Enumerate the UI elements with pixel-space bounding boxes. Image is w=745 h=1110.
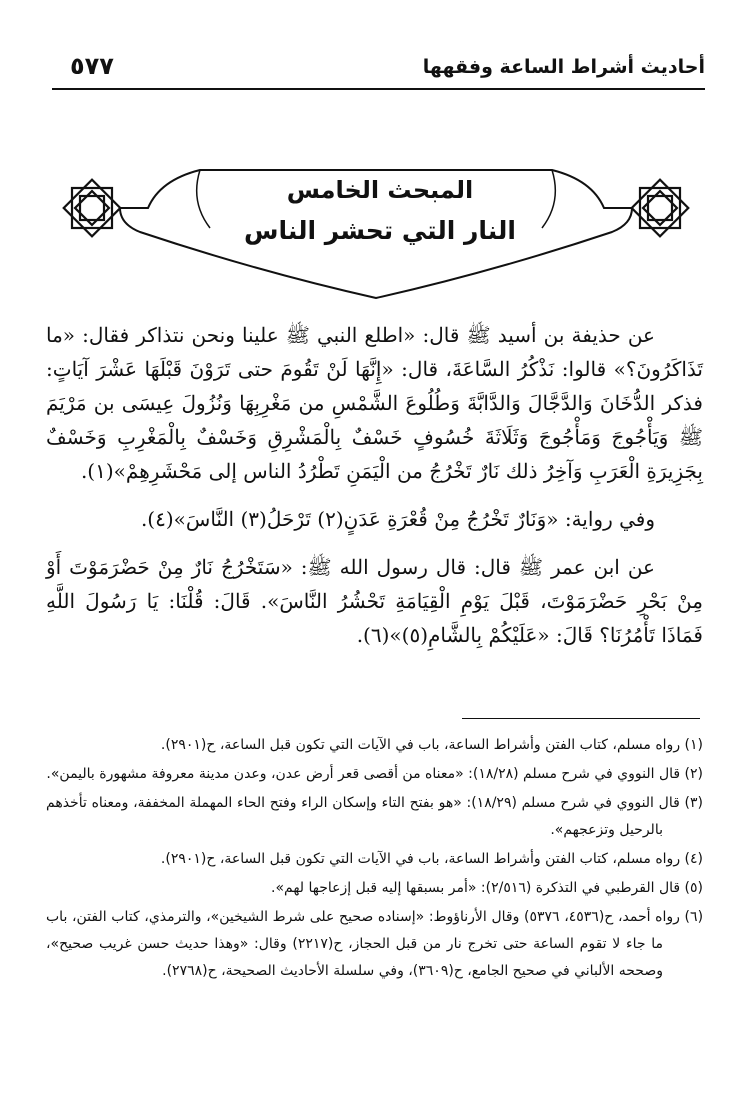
body-text [46,318,703,666]
footnote-5: (٥) قال القرطبي في التذكرة (٢/٥١٦): «أمر بسبقها إليه قبل إزعاجها لهم». [271,880,703,896]
paragraph-riwaya: وفي رواية: «وَنَارٌ تَخْرُجُ مِنْ قُعْرَةِ عَدَنٍ(٢) تَرْحَلُ(٣) النَّاسَ»(٤). [140,507,655,531]
footnote-6: (٦) رواه أحمد، ح(٤٥٣٦، ٥٣٧٦) وقال الأرناؤوط: «إسناده صحيح على شرط الشيخين»، والترمذي، كتاب الفتن، باب ما جاء لا تقوم الساعة حتى تخرج نار من قبل الحجاز، ح(٢٢١٧) وقال: «وهذا حديث حسن غريب صحيح»، وصححه الألباني في صحيح الجامع، ح(٣٦٠٩)، وفي سلسلة الأحاديث الصحيحة، ح(٢٧٦٨). [46,909,704,979]
paragraph-hudhayfa-hadith: عن حذيفة بن أسيد ﷺ قال: «اطلع النبي ﷺ علينا ونحن نتذاكر فقال: «ما تَذَاكَرُونَ؟» قالوا: نَذْكُرُ السَّاعَةَ، قال: «إِنَّهَا لَنْ تَقُومَ حتى تَرَوْنَ قَبْلَهَا عَشْرَ آيَاتٍ: فذكر الدُّخَانَ وَالدَّجَّالَ وَالدَّابَّةَ وَطُلُوعَ الشَّمْسِ من مَغْرِبِهَا وَنُزُولَ عِيسَى بن مَرْيَمَ ﷺ وَيَأْجُوجَ وَمَأْجُوجَ وَثَلَاثَةَ خُسُوفٍ خَسْفٌ بِالْمَشْرِقِ وَخَسْفٌ بِالْمَغْرِبِ وَخَسْفٌ بِجَزِيرَةِ الْعَرَبِ وَآخِرُ ذلك نَارٌ تَخْرُجُ من الْيَمَنِ تَطْرُدُ الناس إلى مَحْشَرِهِمْ»(١). [46,323,703,483]
running-title: أحاديث أشراط الساعة وفقهها [422,56,705,78]
footnote-2: (٢) قال النووي في شرح مسلم (١٨/٢٨): «معناه من أقصى قعر أرض عدن، وعدن مدينة معروفة مشهورة باليمن». [46,766,703,782]
chapter-heading-banner [60,162,692,312]
footnote-1: (١) رواه مسلم، كتاب الفتن وأشراط الساعة، باب في الآيات التي تكون قبل الساعة، ح(٢٩٠١). [160,737,703,753]
footnotes [46,732,703,987]
footnote-3: (٣) قال النووي في شرح مسلم (١٨/٢٩): «هو بفتح التاء وإسكان الراء وفتح الحاء المهملة المخففة، ومعناه تأخذهم بالرحيل وتزعجهم». [46,795,703,838]
running-header [52,46,705,90]
footnote-4: (٤) رواه مسلم، كتاب الفتن وأشراط الساعة، باب في الآيات التي تكون قبل الساعة، ح(٢٩٠١). [160,851,703,867]
page-number: ٥٧٧ [70,52,114,80]
paragraph-ibn-umar-hadith: عن ابن عمر ﷺ قال: قال رسول الله ﷺ: «سَتَخْرُجُ نَارٌ مِنْ حَضْرَمَوْتَ أَوْ مِنْ بَحْرِ حَضْرَمَوْتَ، قَبْلَ يَوْمِ الْقِيَامَةِ تَحْشُرُ النَّاسَ». قَالَ: قُلْنَا: يَا رَسُولَ اللَّهِ فَمَاذَا تَأْمُرُنَا؟ قَالَ: «عَلَيْكُمْ بِالشَّامِ(٥)»(٦). [46,555,703,647]
right-star-ornament-icon [632,180,689,237]
footnote-divider [462,718,700,719]
section-title-heading: النار التي تحشر الناس [244,216,516,245]
left-star-ornament-icon [64,180,121,237]
section-number-heading: المبحث الخامس [286,176,474,204]
